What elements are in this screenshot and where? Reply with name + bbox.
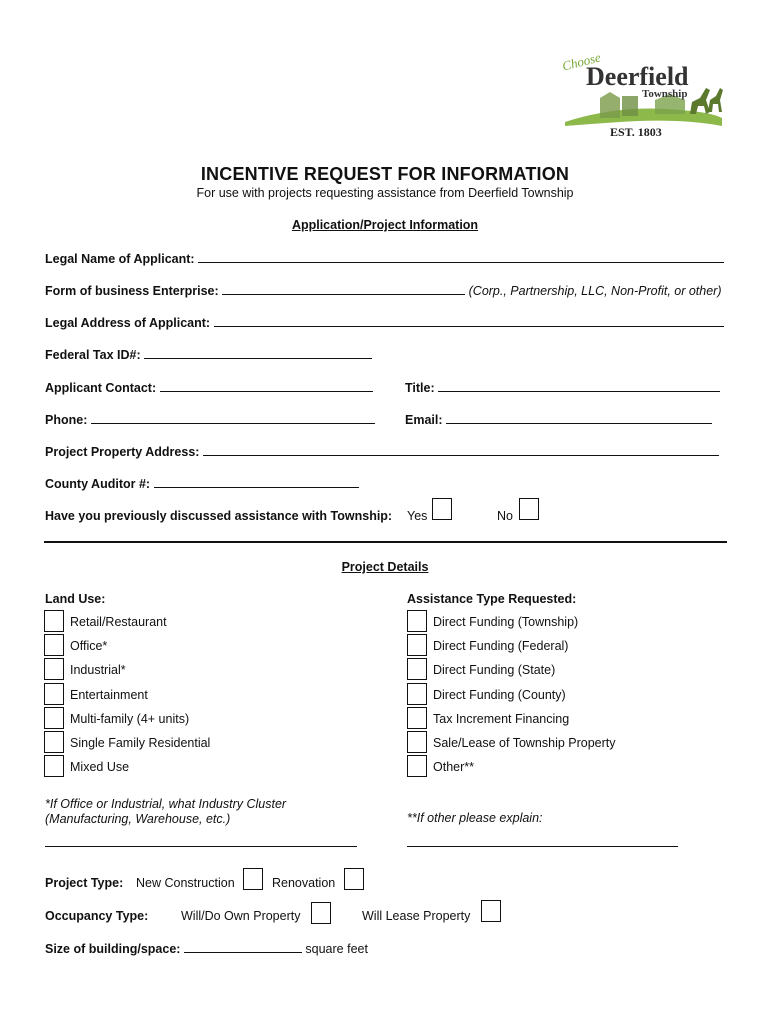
land-use-option-label: Single Family Residential bbox=[70, 736, 211, 750]
land-use-option-label: Entertainment bbox=[70, 687, 148, 702]
assistance-option-label: Direct Funding (State) bbox=[433, 663, 556, 678]
office-note-line2: (Manufacturing, Warehouse, etc.) bbox=[45, 812, 231, 826]
township-logo bbox=[560, 49, 725, 144]
phone-label: Phone: bbox=[45, 413, 88, 427]
assistance-option-checkbox[interactable] bbox=[407, 634, 427, 656]
size-row bbox=[45, 941, 368, 956]
land-use-option-checkbox[interactable] bbox=[44, 707, 64, 729]
assistance-option-checkbox[interactable] bbox=[407, 683, 427, 705]
tax-id-field[interactable] bbox=[144, 347, 372, 359]
assistance-option-checkbox[interactable] bbox=[407, 707, 427, 729]
land-use-option-checkbox[interactable] bbox=[44, 755, 64, 777]
will-own-label: Will/Do Own Property bbox=[181, 909, 301, 923]
form-business-row bbox=[45, 283, 722, 298]
auditor-field[interactable] bbox=[154, 476, 359, 488]
section-divider bbox=[44, 541, 727, 543]
title-label: Title: bbox=[405, 381, 435, 395]
email-row bbox=[405, 412, 712, 427]
assistance-option-label: Direct Funding (Township) bbox=[433, 615, 579, 629]
renovation-label: Renovation bbox=[272, 876, 336, 890]
tax-id-label: Federal Tax ID#: bbox=[45, 348, 141, 362]
logo-est: EST. 1803 bbox=[610, 125, 662, 139]
size-label: Size of building/space: bbox=[45, 942, 181, 956]
assistance-option-label: Direct Funding (Federal) bbox=[433, 639, 569, 654]
auditor-row bbox=[45, 476, 359, 491]
assistance-option-label: Tax Increment Financing bbox=[433, 711, 570, 726]
other-explain-field[interactable] bbox=[407, 836, 678, 847]
title-field[interactable] bbox=[438, 380, 720, 392]
logo-name: Deerfield bbox=[586, 62, 689, 91]
email-label: Email: bbox=[405, 413, 443, 427]
land-use-option-checkbox[interactable] bbox=[44, 634, 64, 656]
contact-label: Applicant Contact: bbox=[45, 381, 157, 395]
land-use-option-checkbox[interactable] bbox=[44, 610, 64, 632]
section-heading-project-details: Project Details bbox=[341, 560, 429, 574]
new-construction-checkbox[interactable] bbox=[243, 868, 263, 890]
land-use-option-checkbox[interactable] bbox=[44, 731, 64, 753]
land-use-option-checkbox[interactable] bbox=[44, 658, 64, 680]
form-business-label: Form of business Enterprise: bbox=[45, 284, 219, 298]
discussed-label: Have you previously discussed assistance with Township: bbox=[45, 509, 393, 523]
legal-name-row bbox=[45, 251, 724, 266]
will-own-checkbox[interactable] bbox=[311, 902, 331, 924]
assistance-label: Assistance Type Requested: bbox=[407, 592, 577, 606]
auditor-label: County Auditor #: bbox=[45, 477, 151, 491]
assistance-option-label: Other** bbox=[433, 760, 474, 775]
email-field[interactable] bbox=[446, 412, 712, 424]
office-note-line1: *If Office or Industrial, what Industry Cluster bbox=[45, 797, 287, 811]
will-lease-label: Will Lease Property bbox=[362, 909, 471, 923]
discussed-yes-label: Yes bbox=[407, 509, 428, 523]
legal-address-row bbox=[45, 315, 724, 330]
project-type-label: Project Type: bbox=[45, 876, 124, 890]
form-business-field[interactable] bbox=[222, 283, 465, 295]
phone-field[interactable] bbox=[91, 412, 375, 424]
will-lease-checkbox[interactable] bbox=[481, 900, 501, 922]
phone-row bbox=[45, 412, 375, 427]
legal-name-label: Legal Name of Applicant: bbox=[45, 252, 195, 266]
form-business-note: (Corp., Partnership, LLC, Non-Profit, or other) bbox=[468, 284, 722, 298]
assistance-option-label: Sale/Lease of Township Property bbox=[433, 736, 616, 750]
page-title: INCENTIVE REQUEST FOR INFORMATION bbox=[200, 164, 570, 184]
contact-field[interactable] bbox=[160, 380, 373, 392]
page-subtitle: For use with projects requesting assistance from Deerfield Township bbox=[196, 186, 574, 200]
land-use-option-label: Mixed Use bbox=[70, 760, 130, 775]
size-field[interactable] bbox=[184, 941, 302, 953]
legal-name-field[interactable] bbox=[198, 251, 724, 263]
land-use-label: Land Use: bbox=[45, 592, 106, 606]
assistance-option-checkbox[interactable] bbox=[407, 610, 427, 632]
land-use-option-label: Industrial* bbox=[70, 663, 126, 678]
contact-row bbox=[45, 380, 373, 395]
property-address-row bbox=[45, 444, 719, 459]
land-use-option-checkbox[interactable] bbox=[44, 683, 64, 705]
title-row bbox=[405, 380, 720, 395]
renovation-checkbox[interactable] bbox=[344, 868, 364, 890]
square-feet-label: square feet bbox=[305, 942, 368, 956]
new-construction-label: New Construction bbox=[136, 876, 235, 890]
tax-id-row bbox=[45, 347, 372, 362]
assistance-option-label: Direct Funding (County) bbox=[433, 687, 566, 702]
logo-township: Township bbox=[642, 88, 688, 100]
assistance-option-checkbox[interactable] bbox=[407, 731, 427, 753]
section-heading-application: Application/Project Information bbox=[291, 218, 479, 232]
land-use-option-label: Multi-family (4+ units) bbox=[70, 711, 190, 726]
land-use-option-label: Retail/Restaurant bbox=[70, 615, 167, 629]
discussed-no-label: No bbox=[497, 509, 513, 523]
assistance-option-checkbox[interactable] bbox=[407, 755, 427, 777]
assistance-option-checkbox[interactable] bbox=[407, 658, 427, 680]
legal-address-field[interactable] bbox=[214, 315, 724, 327]
legal-address-label: Legal Address of Applicant: bbox=[45, 316, 211, 330]
land-use-option-label: Office* bbox=[70, 639, 108, 654]
property-address-label: Project Property Address: bbox=[45, 445, 200, 459]
logo-choose: Choose bbox=[560, 49, 603, 74]
discussed-yes-checkbox[interactable] bbox=[432, 498, 452, 520]
occupancy-type-label: Occupancy Type: bbox=[45, 909, 149, 923]
other-note: **If other please explain: bbox=[407, 811, 543, 825]
discussed-no-checkbox[interactable] bbox=[519, 498, 539, 520]
property-address-field[interactable] bbox=[203, 444, 719, 456]
industry-cluster-field[interactable] bbox=[45, 836, 357, 847]
